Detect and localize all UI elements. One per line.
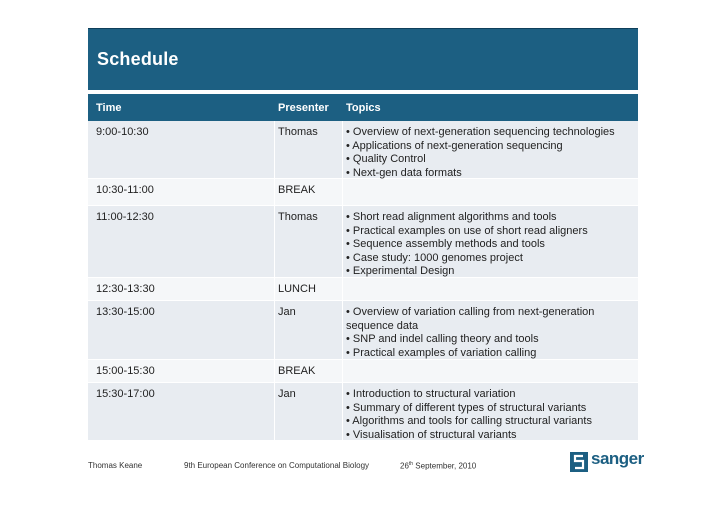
column-divider bbox=[342, 383, 343, 440]
column-divider bbox=[274, 278, 275, 300]
page-title: Schedule bbox=[97, 49, 179, 69]
header-time: Time bbox=[96, 102, 122, 114]
row-topics bbox=[346, 306, 636, 360]
topic-line: • Overview of next-generation sequencing technologies bbox=[346, 126, 615, 138]
header-topics: Topics bbox=[346, 102, 381, 114]
footer-conference: 9th European Conference on Computational Biology bbox=[184, 461, 370, 470]
column-divider bbox=[342, 179, 343, 205]
row-presenter: BREAK bbox=[278, 184, 316, 196]
table-row bbox=[88, 360, 638, 383]
topic-line: • Case study: 1000 genomes project bbox=[346, 251, 523, 264]
row-time: 15:30-17:00 bbox=[96, 388, 155, 400]
footer bbox=[88, 455, 638, 475]
table-row bbox=[88, 278, 638, 301]
topic-line: • Practical examples on use of short read aligners bbox=[346, 224, 588, 237]
row-presenter: LUNCH bbox=[278, 283, 316, 295]
title-bar bbox=[88, 28, 638, 90]
table-row bbox=[88, 121, 638, 179]
row-topics bbox=[346, 126, 636, 180]
row-presenter: Jan bbox=[278, 306, 296, 318]
row-time: 12:30-13:30 bbox=[96, 283, 155, 295]
footer-date-suffix: th bbox=[408, 461, 414, 467]
sanger-logo-icon bbox=[570, 452, 588, 472]
row-topics bbox=[346, 388, 636, 442]
column-divider bbox=[274, 121, 275, 178]
row-time: 15:00-15:30 bbox=[96, 365, 155, 377]
schedule-table bbox=[88, 94, 638, 441]
row-topics bbox=[346, 211, 636, 279]
topic-line: • Quality Control bbox=[346, 153, 426, 165]
table-row bbox=[88, 179, 638, 206]
topic-line: • Introduction to structural variation bbox=[346, 388, 516, 400]
table-body bbox=[88, 121, 638, 441]
table-row bbox=[88, 301, 638, 360]
topic-line: • Overview of variation calling from next-generation bbox=[346, 306, 595, 318]
row-presenter: BREAK bbox=[278, 365, 316, 377]
column-divider bbox=[342, 360, 343, 382]
row-time: 13:30-15:00 bbox=[96, 306, 155, 318]
column-divider bbox=[274, 301, 275, 359]
column-divider bbox=[274, 383, 275, 440]
topic-line: • Sequence assembly methods and tools bbox=[346, 238, 545, 250]
footer-date-rest: September, 2010 bbox=[413, 461, 477, 471]
topic-line: • Practical examples of variation calling bbox=[346, 346, 537, 359]
column-divider bbox=[274, 206, 275, 277]
column-divider bbox=[342, 206, 343, 277]
row-time: 9:00-10:30 bbox=[96, 126, 149, 138]
sanger-logo bbox=[568, 449, 644, 476]
column-divider bbox=[342, 301, 343, 359]
topic-line: • Applications of next-generation sequencing bbox=[346, 139, 563, 152]
table-header bbox=[88, 94, 638, 121]
row-presenter: Thomas bbox=[278, 211, 318, 223]
row-presenter: Jan bbox=[278, 388, 296, 400]
table-row bbox=[88, 206, 638, 278]
footer-date bbox=[400, 461, 476, 471]
sanger-logo-text: sanger bbox=[591, 449, 644, 468]
topic-line: • Visualisation of structural variants bbox=[346, 428, 517, 441]
column-divider bbox=[342, 121, 343, 178]
topic-line: • Next-gen data formats bbox=[346, 166, 462, 179]
row-presenter: Thomas bbox=[278, 126, 318, 138]
topic-line: • Summary of different types of structural variants bbox=[346, 401, 587, 414]
footer-author: Thomas Keane bbox=[88, 461, 143, 470]
column-divider bbox=[274, 179, 275, 205]
topic-line: • Experimental Design bbox=[346, 265, 455, 277]
row-time: 11:00-12:30 bbox=[96, 211, 154, 223]
header-presenter: Presenter bbox=[278, 102, 329, 114]
column-divider bbox=[342, 278, 343, 300]
topic-line: sequence data bbox=[346, 319, 419, 332]
footer-date-day: 26 bbox=[400, 461, 409, 471]
column-divider bbox=[274, 360, 275, 382]
topic-line: • SNP and indel calling theory and tools bbox=[346, 333, 539, 345]
row-time: 10:30-11:00 bbox=[96, 184, 154, 196]
topic-line: • Short read alignment algorithms and tools bbox=[346, 211, 557, 223]
topic-line: • Algorithms and tools for calling structural variants bbox=[346, 415, 592, 427]
table-row bbox=[88, 383, 638, 441]
